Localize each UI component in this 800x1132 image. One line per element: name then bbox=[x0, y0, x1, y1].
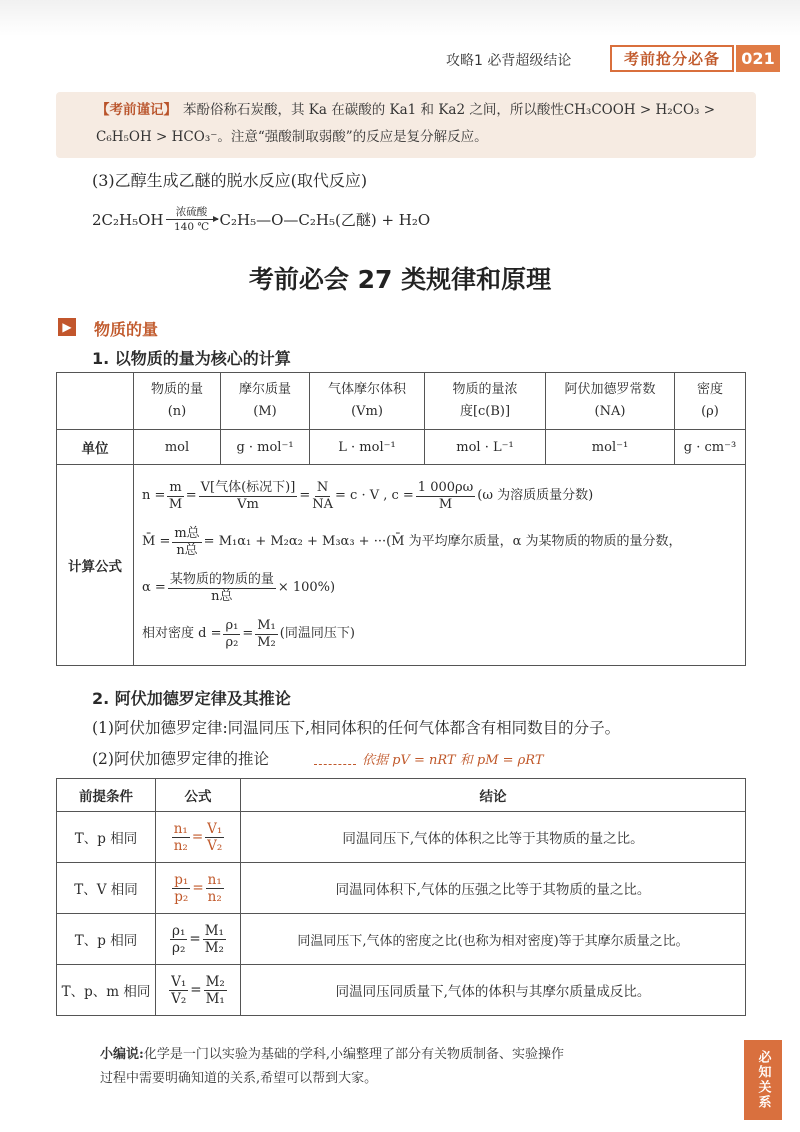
fraction-den: ρ₂ bbox=[172, 939, 186, 956]
fraction bbox=[170, 923, 187, 956]
reaction-equation bbox=[92, 206, 430, 233]
formula-text: (同温同压下) bbox=[279, 626, 355, 641]
formula-text: × 100%) bbox=[277, 580, 336, 595]
formula-cell bbox=[134, 465, 746, 666]
page-number: 021 bbox=[736, 45, 780, 72]
unit-cell: g · mol⁻¹ bbox=[221, 430, 310, 465]
header-cell-text: 物质的量浓 bbox=[452, 382, 518, 397]
unit-cell: mol⁻¹ bbox=[546, 430, 675, 465]
fraction bbox=[205, 821, 224, 854]
fraction-num: 某物质的物质的量 bbox=[169, 571, 274, 587]
table-row-formulas bbox=[57, 465, 746, 666]
fraction-num: V₁ bbox=[171, 973, 187, 990]
condition-cell: T、p 相同 bbox=[57, 914, 156, 965]
formula-text: (ω 为溶质质量分数) bbox=[477, 488, 594, 503]
fraction-num: M₁ bbox=[204, 922, 224, 939]
fraction bbox=[206, 872, 224, 905]
formula-text: M̄ = bbox=[142, 534, 171, 549]
fraction-num: M₂ bbox=[205, 973, 225, 990]
fraction-den: p₂ bbox=[174, 888, 189, 905]
formula-line-1 bbox=[142, 473, 737, 519]
fraction-den: M₂ bbox=[257, 634, 276, 650]
header-cell bbox=[221, 373, 310, 430]
fraction-num: n₁ bbox=[173, 820, 188, 837]
header-cell-empty bbox=[57, 373, 134, 430]
fraction bbox=[203, 923, 226, 956]
table-row bbox=[57, 965, 746, 1016]
conclusion-cell: 同温同压同质量下,气体的体积与其摩尔质量成反比。 bbox=[241, 965, 746, 1016]
note-line-1 bbox=[96, 97, 746, 124]
fraction bbox=[204, 974, 227, 1007]
table-row bbox=[57, 914, 746, 965]
paragraph-inference: (2)阿伏加德罗定律的推论 bbox=[92, 750, 269, 768]
fraction-den: ρ₂ bbox=[225, 634, 239, 650]
header-cell-symbol: (ρ) bbox=[701, 404, 719, 419]
header-cell-text: 密度 bbox=[696, 382, 723, 397]
subheading-1: 1. 以物质的量为核心的计算 bbox=[92, 349, 291, 368]
formula-line-4 bbox=[142, 611, 737, 657]
conclusion-cell: 同温同压下,气体的密度之比(也称为相对密度)等于其摩尔质量之比。 bbox=[241, 914, 746, 965]
reaction-arrow bbox=[166, 206, 218, 233]
fraction bbox=[168, 572, 276, 605]
fraction bbox=[199, 480, 298, 513]
header-cell-symbol: (M) bbox=[253, 404, 277, 419]
header-cell: 前提条件 bbox=[57, 779, 156, 812]
header-cell-text: 气体摩尔体积 bbox=[327, 382, 406, 397]
fraction-num: 1 000ρω bbox=[417, 479, 474, 495]
conclusion-cell: 同温同压下,气体的体积之比等于其物质的量之比。 bbox=[241, 812, 746, 863]
header-cell bbox=[546, 373, 675, 430]
handwriting-arrow-line bbox=[314, 764, 356, 766]
fraction-num: m bbox=[169, 479, 182, 495]
header-cell-text: 物质的量 bbox=[150, 382, 203, 397]
fraction bbox=[223, 618, 240, 651]
reaction-lhs: 2C₂H₅OH bbox=[92, 210, 164, 229]
header-cell-symbol: (NA) bbox=[594, 404, 626, 419]
formula-text: = bbox=[299, 488, 311, 503]
fraction-num: V[气体(标况下)] bbox=[200, 479, 296, 495]
editor-note-label: 小编说: bbox=[100, 1047, 144, 1062]
reaction-rhs: C₂H₅—O—C₂H₅(乙醚) + H₂O bbox=[219, 211, 431, 229]
fraction bbox=[172, 526, 201, 559]
fraction-num: N bbox=[316, 479, 329, 495]
fraction bbox=[169, 974, 188, 1007]
fraction bbox=[167, 480, 183, 513]
condition-cell: T、p 相同 bbox=[57, 812, 156, 863]
mole-calc-table bbox=[56, 372, 746, 666]
formula-text: = M₁α₁ + M₂α₂ + M₃α₃ + ···(M̄ 为平均摩尔质量，α 为某物质的物质的量分数， bbox=[203, 534, 682, 549]
formula-text: = bbox=[242, 626, 254, 641]
row-label-unit: 单位 bbox=[57, 430, 134, 465]
note-box bbox=[56, 92, 756, 158]
unit-cell: g · cm⁻³ bbox=[675, 430, 746, 465]
fraction bbox=[172, 821, 190, 854]
formula-cell: $\frac{\text{ρ₁}}{\text{ρ₂}}$ = $\frac{\text{M₁}}{\text{M₂}}$ bbox=[156, 914, 241, 965]
header-cell-symbol: (n) bbox=[167, 404, 187, 419]
fraction-num: n₁ bbox=[207, 871, 222, 888]
formula-text: 相对密度 d = bbox=[142, 626, 222, 641]
note-tag: 【考前谨记】 bbox=[96, 102, 177, 118]
formula-text: n = bbox=[142, 488, 166, 503]
header-cell bbox=[134, 373, 221, 430]
conclusion-cell: 同温同体积下,气体的压强之比等于其物质的量之比。 bbox=[241, 863, 746, 914]
reaction-condition-bottom: 140 ℃ bbox=[173, 221, 210, 233]
fraction-num: m总 bbox=[174, 525, 200, 541]
fraction-num: V₁ bbox=[207, 820, 223, 837]
fraction bbox=[312, 480, 333, 513]
fraction-num: p₁ bbox=[174, 871, 189, 888]
page-top-shade bbox=[0, 0, 800, 36]
unit-cell: mol bbox=[134, 430, 221, 465]
handwritten-note: 依据 pV = nRT 和 pM = ρRT bbox=[362, 753, 544, 768]
header-cell-text: 阿伏加德罗常数 bbox=[564, 382, 656, 397]
fraction-den: M₁ bbox=[205, 990, 225, 1007]
fraction bbox=[172, 872, 190, 905]
table-row bbox=[57, 812, 746, 863]
header-cell bbox=[310, 373, 425, 430]
editor-note bbox=[100, 1043, 700, 1091]
formula-text: = bbox=[185, 488, 197, 503]
header-cell-symbol: 度[c(B)] bbox=[459, 404, 511, 419]
formula-cell: $\frac{\text{n₁}}{\text{n₂}}$ = $\frac{\text{V₁}}{\text{V₂}}$ bbox=[156, 812, 241, 863]
header-cell: 结论 bbox=[241, 779, 746, 812]
table-header-row bbox=[57, 373, 746, 430]
avogadro-inference-table bbox=[56, 778, 746, 1016]
section-arrow-icon: ▶ bbox=[58, 318, 76, 336]
fraction-den: Vm bbox=[237, 496, 259, 512]
editor-note-line-1 bbox=[100, 1043, 700, 1067]
fraction-num: M₁ bbox=[257, 617, 276, 633]
header-cell-symbol: (Vm) bbox=[351, 404, 383, 419]
header-badge: 考前抢分必备 bbox=[610, 45, 734, 72]
formula-cell: $\frac{\text{p₁}}{\text{p₂}}$ = $\frac{\text{n₁}}{\text{n₂}}$ bbox=[156, 863, 241, 914]
unit-cell: mol · L⁻¹ bbox=[425, 430, 546, 465]
row-label-formula: 计算公式 bbox=[57, 465, 134, 666]
fraction-den: M bbox=[168, 496, 183, 512]
fraction-den: n总 bbox=[211, 588, 233, 604]
fraction-num: ρ₁ bbox=[172, 922, 186, 939]
table-row-units bbox=[57, 430, 746, 465]
side-tab: 必知关系 bbox=[744, 1040, 782, 1120]
fraction bbox=[255, 618, 278, 651]
fraction-den: n₂ bbox=[207, 888, 222, 905]
unit-cell: L · mol⁻¹ bbox=[310, 430, 425, 465]
note-text-2: C₆H₅OH > HCO₃⁻。注意“强酸制取弱酸”的反应是复分解反应。 bbox=[96, 129, 488, 145]
fraction bbox=[416, 480, 475, 513]
table-row bbox=[57, 863, 746, 914]
formula-text: = c · V , c = bbox=[335, 488, 414, 503]
table-header-row bbox=[57, 779, 746, 812]
header-cell bbox=[425, 373, 546, 430]
fraction-den: M₂ bbox=[204, 939, 224, 956]
main-title: 考前必会 27 类规律和原理 bbox=[248, 265, 552, 294]
fraction-den: NA bbox=[312, 496, 333, 512]
header-cell: 公式 bbox=[156, 779, 241, 812]
editor-note-text-2: 过程中需要明确知道的关系,希望可以帮到大家。 bbox=[100, 1071, 378, 1086]
condition-cell: T、p、m 相同 bbox=[57, 965, 156, 1016]
paragraph-avogadro-law: (1)阿伏加德罗定律:同温同压下,相同体积的任何气体都含有相同数目的分子。 bbox=[92, 719, 621, 737]
fraction-num: ρ₁ bbox=[225, 617, 239, 633]
formula-cell: $\frac{\text{V₁}}{\text{V₂}}$ = $\frac{\text{M₂}}{\text{M₁}}$ bbox=[156, 965, 241, 1016]
fraction-den: V₂ bbox=[171, 990, 187, 1007]
fraction-den: n总 bbox=[176, 542, 198, 558]
editor-note-text-1: 化学是一门以实验为基础的学科,小编整理了部分有关物质制备、实验操作 bbox=[143, 1047, 564, 1062]
header-cell bbox=[675, 373, 746, 430]
header-breadcrumb: 攻略1 必背超级结论 bbox=[446, 53, 572, 69]
formula-text: α = bbox=[142, 580, 166, 595]
reaction-condition-top: 浓硫酸 bbox=[175, 206, 208, 218]
section-title: 物质的量 bbox=[94, 320, 159, 339]
subheading-2: 2. 阿伏加德罗定律及其推论 bbox=[92, 689, 291, 708]
fraction-den: n₂ bbox=[173, 837, 188, 854]
fraction-den: V₂ bbox=[207, 837, 223, 854]
formula-line-3 bbox=[142, 565, 737, 611]
note-text-1: 苯酚俗称石炭酸，其 Ka 在碳酸的 Ka1 和 Ka2 之间，所以酸性CH₃COOH > H₂CO₃ > bbox=[183, 102, 716, 118]
arrow-icon bbox=[166, 219, 218, 220]
condition-cell: T、V 相同 bbox=[57, 863, 156, 914]
section3-title: (3)乙醇生成乙醚的脱水反应(取代反应) bbox=[92, 171, 368, 190]
header-cell-text: 摩尔质量 bbox=[238, 382, 291, 397]
fraction-den: M bbox=[438, 496, 453, 512]
formula-line-2 bbox=[142, 519, 737, 565]
